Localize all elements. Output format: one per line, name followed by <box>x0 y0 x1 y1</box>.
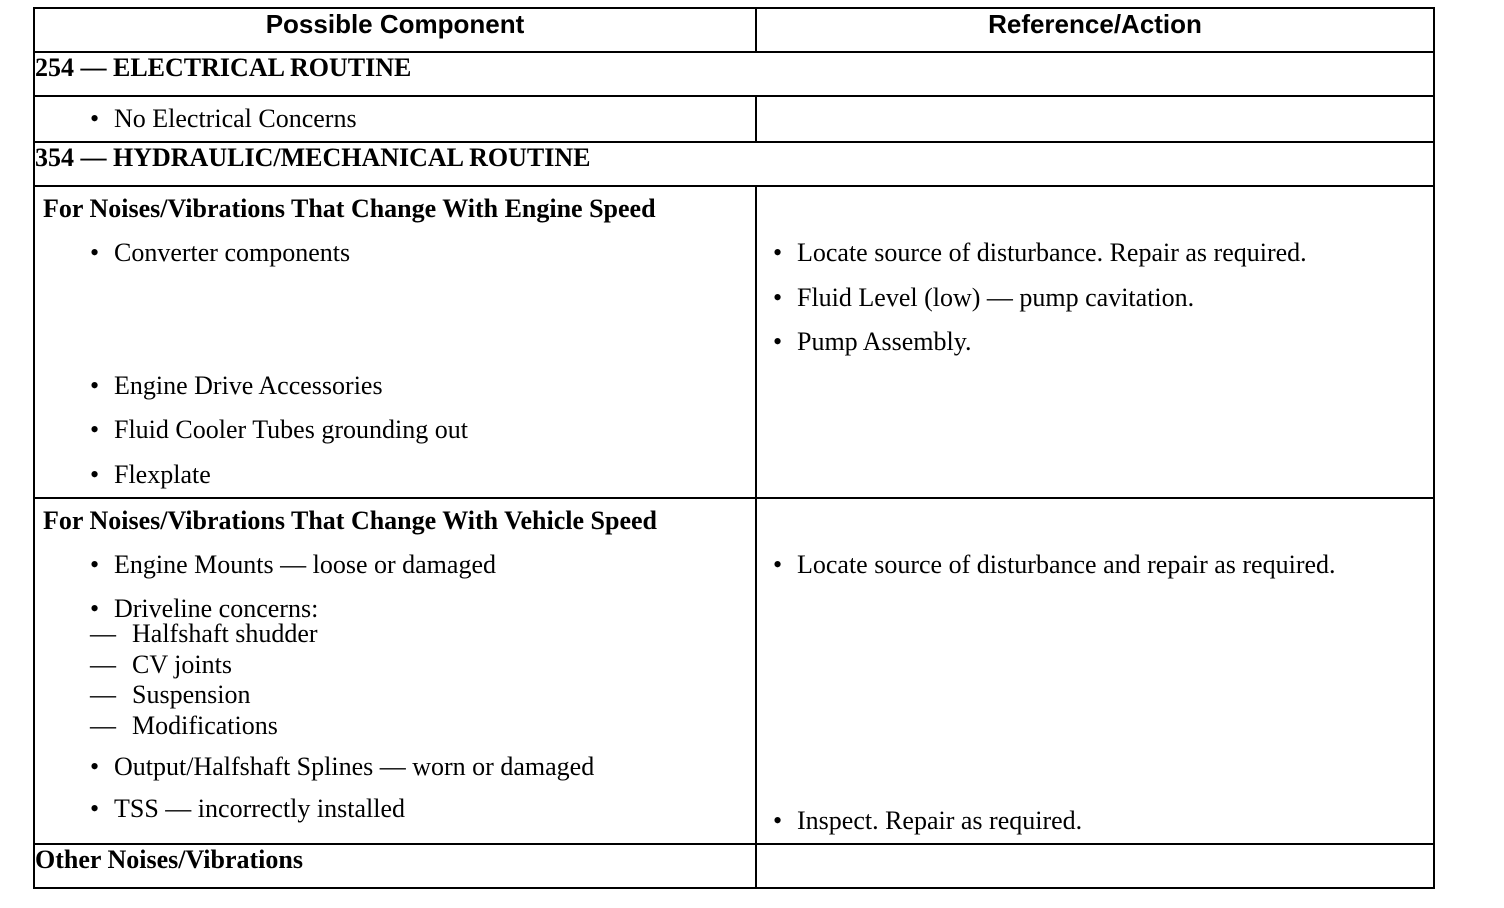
list-item: • Pump Assembly. <box>773 326 972 356</box>
section-title-electrical: 254 — ELECTRICAL ROUTINE <box>34 52 1434 96</box>
list-item: • Engine Mounts — loose or damaged <box>90 550 496 580</box>
section-row-hydraulic <box>34 142 1434 186</box>
subhead-vehicle-speed: For Noises/Vibrations That Change With Vehicle Speed <box>43 506 657 536</box>
list-item: • Converter components <box>90 238 351 268</box>
list-item: • Locate source of disturbance. Repair as required. <box>773 238 1307 268</box>
list-item: • Engine Drive Accessories <box>90 371 383 401</box>
table-row-vehicle-speed <box>34 498 1434 844</box>
header-row <box>34 8 1434 52</box>
list-item: • Flexplate <box>90 459 211 489</box>
list-subitem: — CV joints <box>90 649 232 679</box>
list-item: • Driveline concerns: <box>90 594 319 624</box>
list-subitem: — Modifications <box>90 710 278 740</box>
table-row-other <box>34 844 1434 888</box>
subhead-engine-speed: For Noises/Vibrations That Change With Engine Speed <box>43 194 656 224</box>
list-item: • Fluid Cooler Tubes grounding out <box>90 415 468 445</box>
list-subitem: — Halfshaft shudder <box>90 619 318 649</box>
section-row-electrical <box>34 52 1434 96</box>
diagnostic-table <box>33 7 1435 889</box>
list-item: • Output/Halfshaft Splines — worn or damaged <box>90 752 595 782</box>
header-reference-action: Reference/Action <box>756 8 1434 52</box>
list-item: • Locate source of disturbance and repair as required. <box>773 550 1336 580</box>
list-item: • Inspect. Repair as required. <box>773 805 1083 835</box>
table-row <box>34 96 1434 142</box>
list-item: • Fluid Level (low) — pump cavitation. <box>773 282 1195 312</box>
header-possible-component: Possible Component <box>34 8 756 52</box>
subhead-other: Other Noises/Vibrations <box>34 844 756 888</box>
list-item: • No Electrical Concerns <box>90 104 357 133</box>
table-row-engine-speed <box>34 186 1434 498</box>
section-title-hydraulic: 354 — HYDRAULIC/MECHANICAL ROUTINE <box>34 142 1434 186</box>
list-subitem: — Suspension <box>90 680 251 710</box>
list-item: • TSS — incorrectly installed <box>90 794 406 824</box>
